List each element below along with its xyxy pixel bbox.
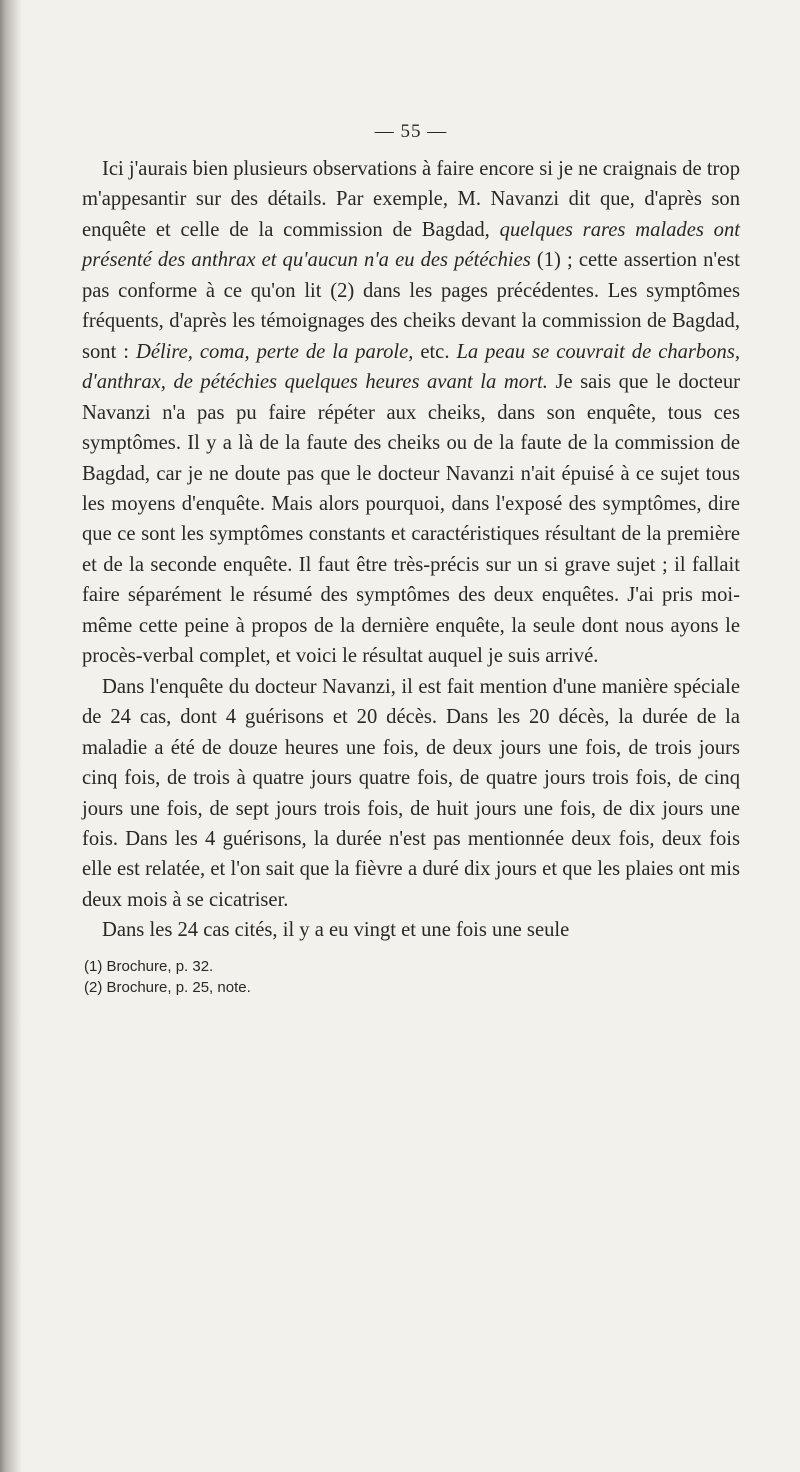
paragraph <box>82 154 740 672</box>
italic-text-segment: La peau se couvrait de charbons, d'anthrax, de pétéchies quelques heures avant la mort. <box>82 340 740 394</box>
footnotes <box>82 956 740 998</box>
text-segment: Ici j'aurais bien plusieurs observations à faire encore si je ne craignais de trop m'appesantir sur des détails. Par exemple, M. Navanzi dit que, d'après son enquête et celle de la commission de Bagdad, <box>82 158 740 241</box>
italic-text-segment: Délire, coma, perte de la parole, <box>135 340 414 363</box>
text-segment: (1) ; cette assertion n'est pas conforme à ce qu'on lit (2) dans les pages précédentes. Les symptômes fréquents, d'après les témoignages des cheiks devant la commission de Bagdad, sont : <box>82 249 740 363</box>
text-segment: Je sais que le docteur Navanzi n'a pas pu faire répéter aux cheiks, dans son enquête, tous ces symptômes. Il y a là de la faute des cheiks ou de la faute de la commission de Bagdad, car je ne doute pas que le docteur Navanzi n'ait épuisé à ce sujet tous les moyens d'enquête. Mais alors pourquoi, dans l'exposé des symptômes, dire que ce sont les symptômes constants et caractéristiques résultant de la première et de la seconde enquête. Il faut être très-précis sur un si grave sujet ; il fallait faire séparément le résumé des symptômes des deux enquêtes. J'ai pris moi-même cette peine à propos de la dernière enquête, la seule dont nous ayons le procès-verbal complet, et voici le résultat auquel je suis arrivé. <box>82 371 740 668</box>
text-segment: etc. <box>413 340 457 363</box>
body-text <box>82 154 740 946</box>
book-page <box>82 118 740 998</box>
page-number: — 55 — <box>374 121 448 142</box>
paragraph <box>82 915 740 945</box>
binding-edge <box>0 0 22 1472</box>
paragraph <box>82 672 740 916</box>
footnote-2: (2) Brochure, p. 25, note. <box>84 978 251 996</box>
text-segment: Dans les 24 cas cités, il y a eu vingt et une fois une seule <box>102 919 570 942</box>
text-segment: Dans l'enquête du docteur Navanzi, il est fait mention d'une manière spéciale de 24 cas, dont 4 guérisons et 20 décès. Dans les 20 décès, la durée de la maladie a été de douze heures une fois, de deux jours une fois, de trois jours cinq fois, de trois à quatre jours quatre fois, de quatre jours trois fois, de cinq jours une fois, de sept jours trois fois, de huit jours une fois, de dix jours une fois. Dans les 4 guérisons, la durée n'est pas mentionnée deux fois, deux fois elle est relatée, et l'on sait que la fièvre a duré dix jours et que les plaies ont mis deux mois à se cicatriser. <box>82 675 740 911</box>
footnote-1: (1) Brochure, p. 32. <box>84 957 214 975</box>
italic-text-segment: quelques rares malades ont présenté des anthrax et qu'aucun n'a eu des pétéchies <box>82 218 740 272</box>
